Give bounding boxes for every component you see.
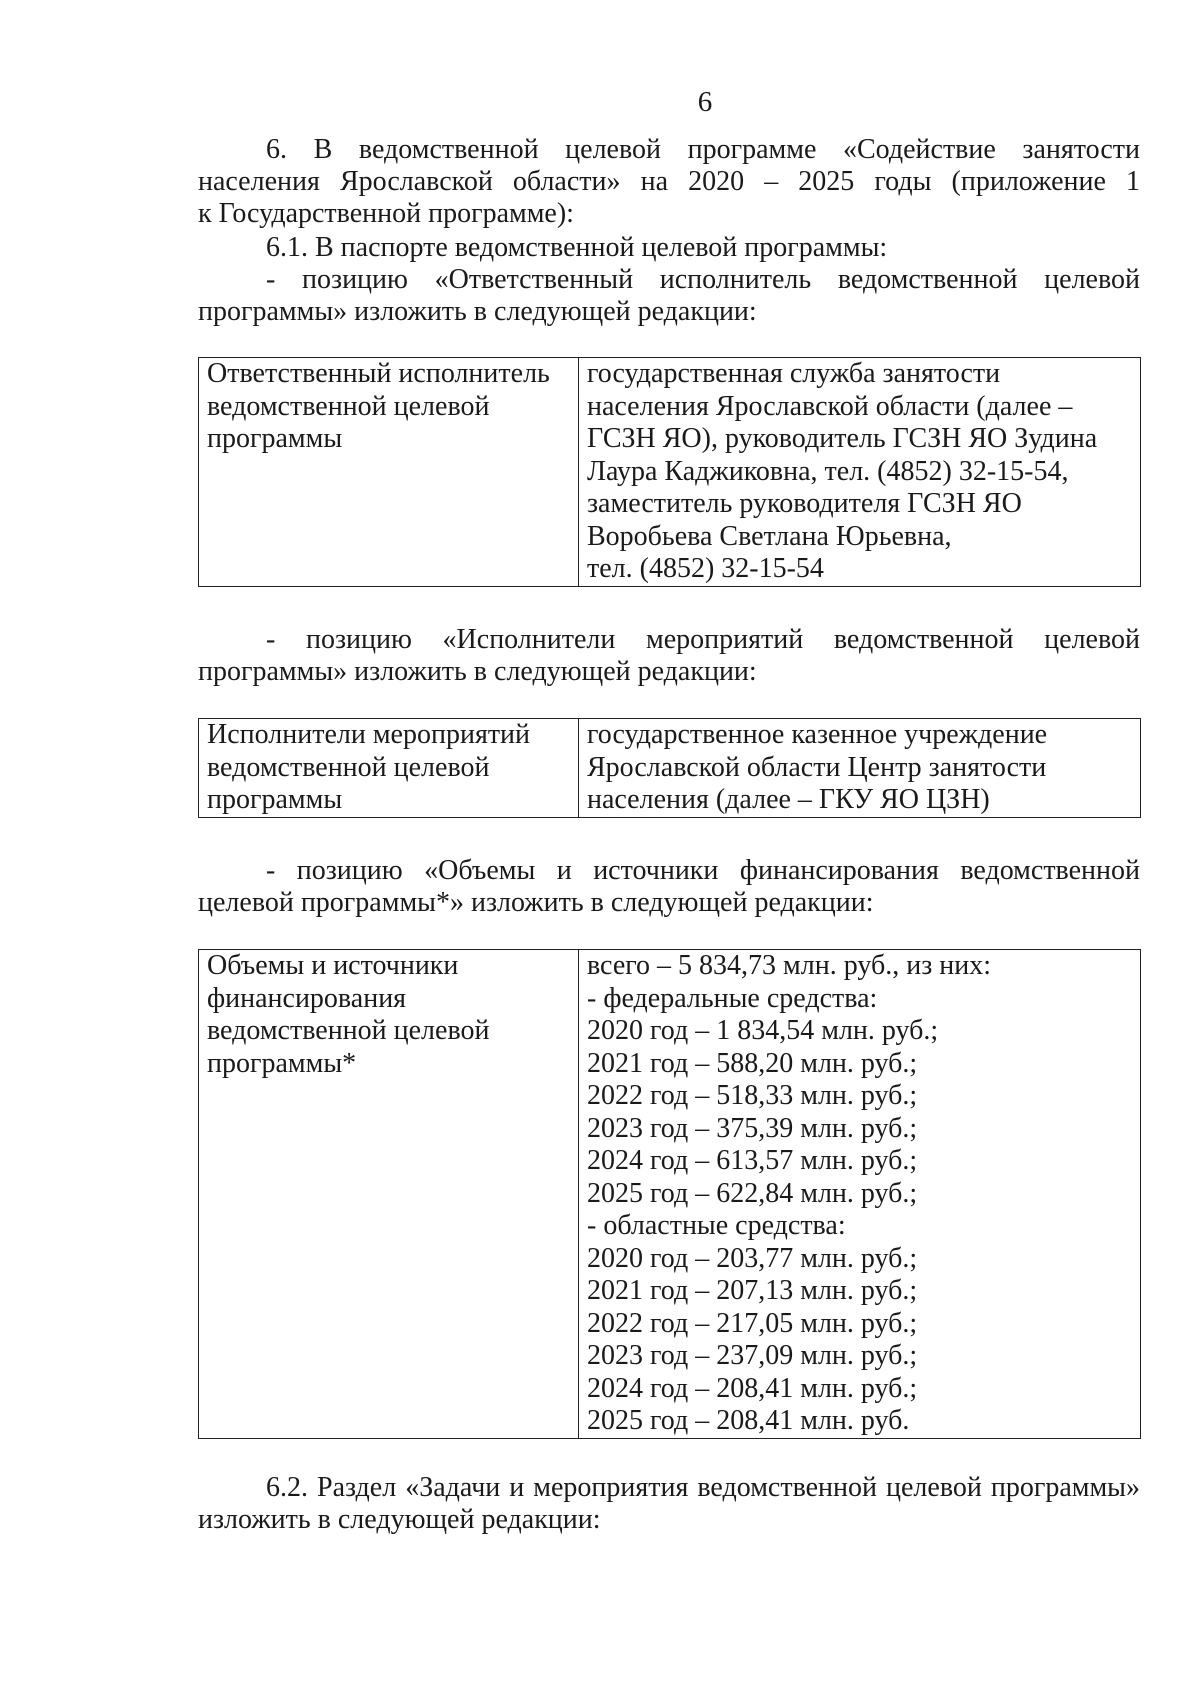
table-cell-label [199, 358, 579, 587]
table-cell-label [199, 950, 579, 1439]
intro-responsible-executor [198, 264, 1140, 328]
paragraph-line: - позицию «Объемы и источники финансирования ведомственной [266, 855, 1140, 886]
cell-line: 2022 год – 518,33 млн. руб.; [587, 1080, 918, 1111]
cell-line: ведомственной целевой [207, 390, 490, 422]
table-cell-label [199, 719, 579, 818]
cell-line: Ярославской области Центр занятости [587, 751, 1047, 783]
table-row [199, 950, 1141, 1439]
paragraph-line: программы» изложить в следующей редакции: [198, 656, 757, 687]
table-cell-value [579, 950, 1141, 1439]
cell-line: финансирования [207, 982, 407, 1014]
cell-line: 2024 год – 613,57 млн. руб.; [587, 1145, 918, 1176]
cell-line: Исполнители мероприятий [207, 719, 531, 750]
cell-line: программы* [207, 1047, 357, 1079]
cell-line: - областные средства: [587, 1210, 846, 1241]
paragraph-line: населения Ярославской области» на 2020 – 2025 годы (приложение 1 [198, 166, 1140, 197]
intro-funding [198, 855, 1140, 919]
cell-line: Ответственный исполнитель [207, 358, 550, 389]
cell-line: Лаура Каджиковна, тел. (4852) 32-15-54, [587, 455, 1069, 487]
paragraph-line: программы» изложить в следующей редакции: [198, 296, 757, 327]
cell-line: 2020 год – 1 834,54 млн. руб.; [587, 1015, 939, 1046]
paragraph-line: 6.2. Раздел «Задачи и мероприятия ведомственной целевой программы» [266, 1472, 1140, 1503]
cell-line: 2023 год – 375,39 млн. руб.; [587, 1112, 918, 1144]
paragraph-line: 6. В ведомственной целевой программе «Содействие занятости [266, 134, 1140, 165]
cell-line: программы [207, 423, 343, 454]
cell-line: 2025 год – 208,41 млн. руб. [587, 1405, 910, 1436]
cell-line: государственное казенное учреждение [587, 719, 1048, 750]
paragraph-line: 6.1. В паспорте ведомственной целевой программы: [266, 232, 888, 263]
cell-line: 2020 год – 203,77 млн. руб.; [587, 1242, 918, 1274]
cell-line: 2021 год – 588,20 млн. руб.; [587, 1047, 918, 1079]
table-funding [198, 949, 1141, 1439]
cell-line: всего – 5 834,73 млн. руб., из них: [587, 950, 992, 981]
cell-line: заместитель руководителя ГСЗН ЯО [587, 488, 1022, 519]
cell-line: тел. (4852) 32-15-54 [587, 553, 824, 584]
paragraph-line: изложить в следующей редакции: [198, 1504, 601, 1535]
intro-event-executors [198, 624, 1140, 688]
table-responsible-executor [198, 357, 1141, 587]
cell-line: населения (далее – ГКУ ЯО ЦЗН) [587, 784, 990, 815]
cell-line: программы [207, 784, 343, 815]
table-event-executors [198, 718, 1141, 818]
cell-line: ведомственной целевой [207, 1015, 490, 1046]
page-number: 6 [697, 86, 713, 118]
cell-line: Объемы и источники [207, 950, 459, 981]
table-cell-value [579, 358, 1141, 587]
cell-line: 2021 год – 207,13 млн. руб.; [587, 1275, 918, 1306]
cell-line: 2024 год – 208,41 млн. руб.; [587, 1372, 918, 1404]
section-6-1-heading [198, 232, 1140, 264]
cell-line: населения Ярославской области (далее – [587, 390, 1073, 422]
cell-line: ведомственной целевой [207, 751, 490, 783]
section-6-paragraph [198, 134, 1140, 230]
cell-line: 2023 год – 237,09 млн. руб.; [587, 1340, 918, 1371]
table-row [199, 358, 1141, 587]
cell-line: Воробьева Светлана Юрьевна, [587, 520, 952, 552]
table-cell-value [579, 719, 1141, 818]
table-row [199, 719, 1141, 818]
cell-line: ГСЗН ЯО), руководитель ГСЗН ЯО Зудина [587, 423, 1098, 454]
paragraph-line: к Государственной программе): [198, 198, 574, 229]
cell-line: государственная служба занятости [587, 358, 1001, 389]
cell-line: 2022 год – 217,05 млн. руб.; [587, 1307, 918, 1339]
section-6-2-paragraph [198, 1472, 1140, 1536]
paragraph-line: - позицию «Исполнители мероприятий ведомственной целевой [266, 624, 1140, 655]
cell-line: - федеральные средства: [587, 982, 878, 1014]
paragraph-line: - позицию «Ответственный исполнитель ведомственной целевой [266, 264, 1140, 295]
paragraph-line: целевой программы*» изложить в следующей редакции: [198, 887, 874, 918]
cell-line: 2025 год – 622,84 млн. руб.; [587, 1177, 918, 1209]
